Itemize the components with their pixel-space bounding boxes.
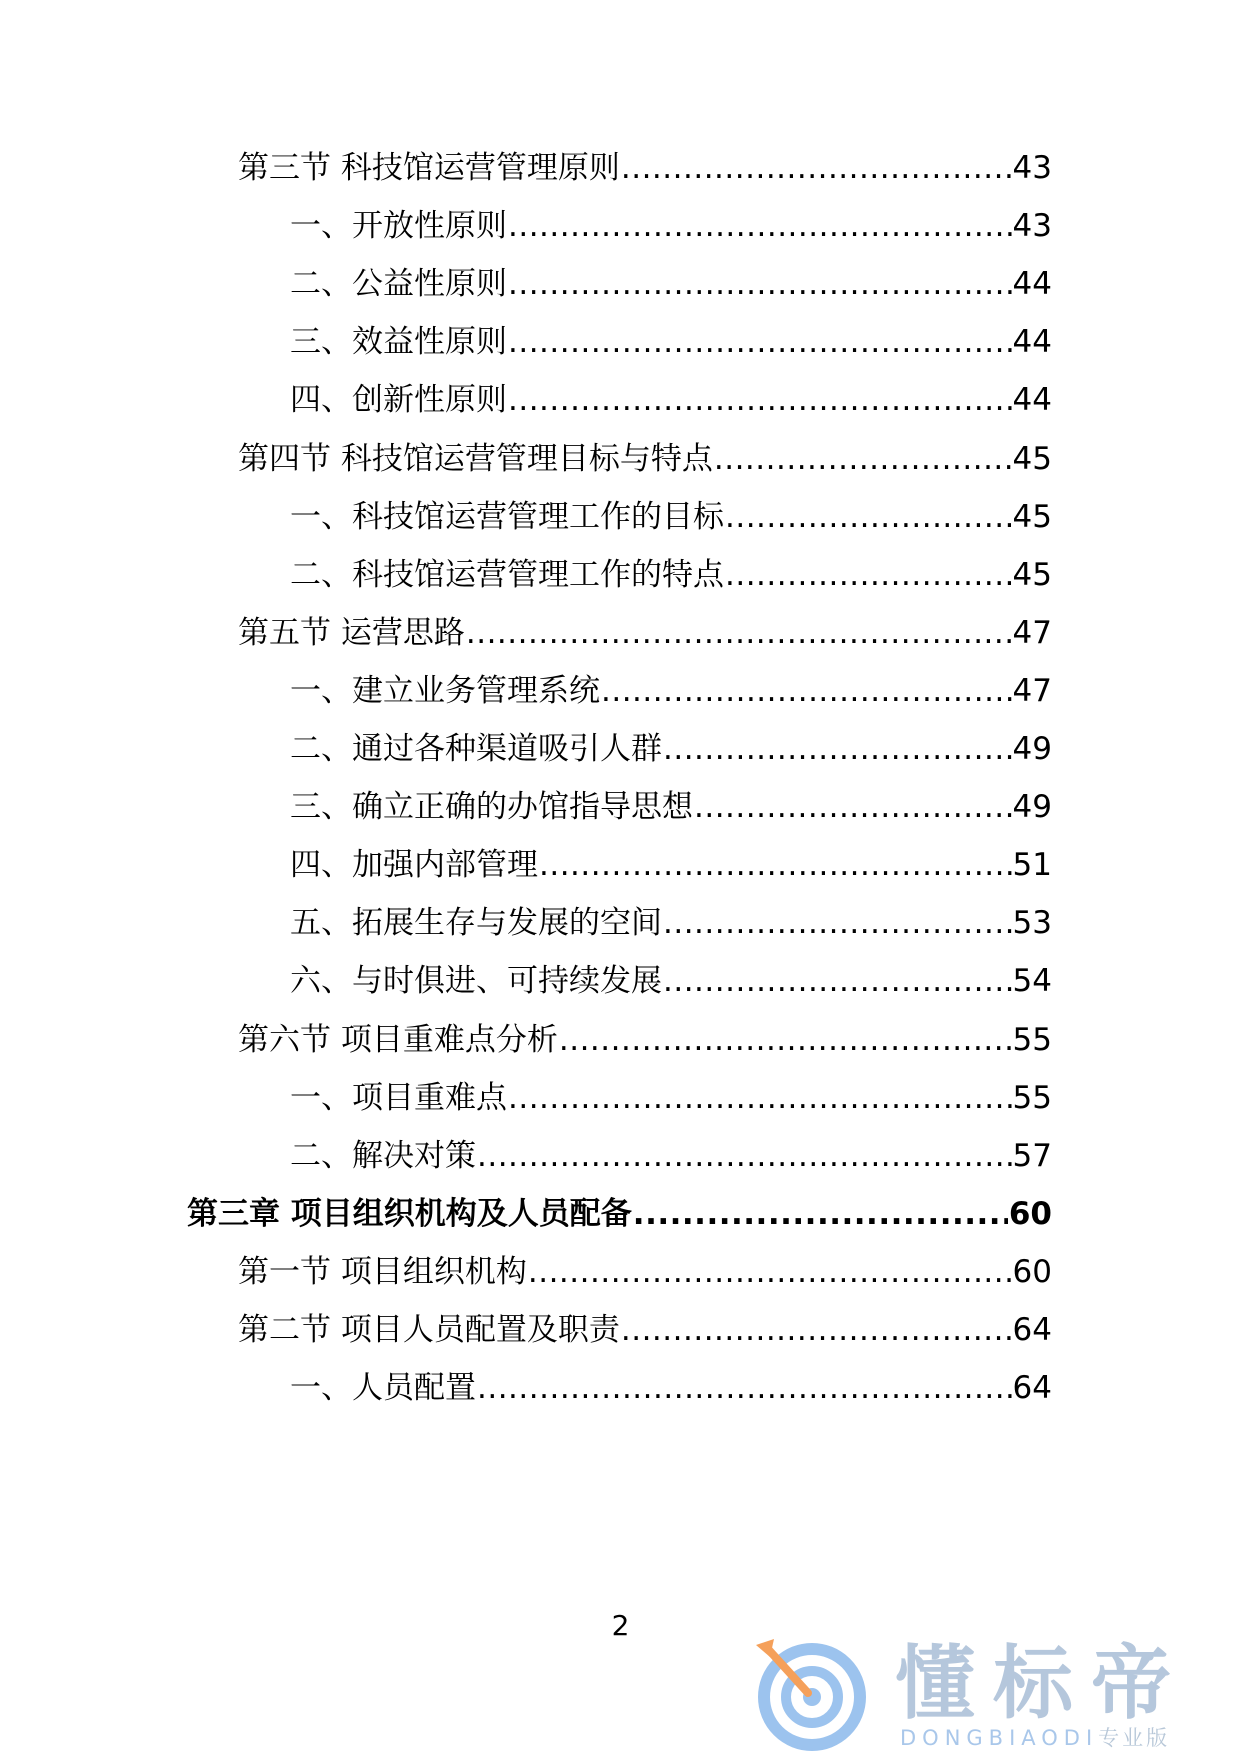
toc-entry-page: 64	[1012, 1312, 1052, 1348]
toc-leader-dots	[508, 317, 1012, 367]
toc-subsection-entry[interactable]	[290, 201, 1052, 251]
toc-leader-dots	[694, 782, 1012, 832]
toc-subsection-entry[interactable]	[290, 898, 1052, 948]
toc-subsection-entry[interactable]	[290, 1131, 1052, 1181]
toc-leader-dots	[663, 956, 1012, 1006]
toc-entry-label: 三、确立正确的办馆指导思想	[290, 789, 693, 826]
toc-entry-label: 第三节 科技馆运营管理原则	[238, 150, 620, 186]
toc-entry-label: 四、加强内部管理	[290, 847, 538, 884]
toc-leader-dots	[633, 1189, 1008, 1239]
toc-subsection-entry[interactable]	[290, 1363, 1052, 1413]
toc-entry-label: 一、项目重难点	[290, 1079, 507, 1116]
toc-entry-page: 47	[1012, 672, 1052, 709]
toc-entry-page: 44	[1012, 266, 1052, 303]
toc-subsection-entry[interactable]	[290, 840, 1052, 890]
toc-entry-page: 57	[1012, 1137, 1052, 1174]
toc-leader-dots	[508, 201, 1012, 251]
toc-leader-dots	[601, 666, 1012, 716]
toc-entry-label: 二、公益性原则	[290, 266, 507, 303]
toc-entry-page: 43	[1012, 150, 1052, 186]
toc-leader-dots	[621, 1305, 1012, 1355]
toc-subsection-entry[interactable]	[290, 666, 1052, 716]
toc-leader-dots	[714, 434, 1012, 484]
toc-section-entry[interactable]	[238, 1247, 1052, 1297]
toc-entry-page: 53	[1012, 905, 1052, 942]
toc-entry-label: 第一节 项目组织机构	[238, 1253, 527, 1290]
toc-entry-page: 51	[1012, 847, 1052, 884]
toc-subsection-entry[interactable]	[290, 1073, 1052, 1123]
watermark-subtitle	[900, 1725, 1170, 1751]
toc-entry-label: 二、解决对策	[290, 1137, 476, 1174]
toc-entry-label: 一、科技馆运营管理工作的目标	[290, 498, 724, 535]
target-logo-icon	[750, 1635, 870, 1754]
toc-entry-label: 四、创新性原则	[290, 382, 507, 419]
toc-subsection-entry[interactable]	[290, 259, 1052, 309]
toc-entry-label: 第三章 项目组织机构及人员配备	[187, 1195, 632, 1232]
toc-entry-page: 49	[1012, 789, 1052, 826]
toc-entry-label: 第二节 项目人员配置及职责	[238, 1312, 620, 1348]
toc-leader-dots	[559, 1015, 1012, 1065]
toc-leader-dots	[539, 840, 1012, 890]
toc-leader-dots	[466, 608, 1012, 658]
toc-subsection-entry[interactable]	[290, 317, 1052, 367]
toc-entry-page: 45	[1012, 440, 1052, 477]
toc-entry-page: 45	[1012, 556, 1052, 593]
watermark-edition: 专业版	[1098, 1726, 1171, 1750]
toc-entry-page: 49	[1012, 731, 1052, 767]
toc-section-entry[interactable]	[238, 434, 1052, 484]
watermark	[740, 1635, 1240, 1754]
toc-entry-label: 二、通过各种渠道吸引人群	[290, 731, 662, 767]
toc-entry-label: 第四节 科技馆运营管理目标与特点	[238, 440, 713, 477]
toc-entry-page: 60	[1008, 1195, 1052, 1232]
toc-section-entry[interactable]	[238, 1015, 1052, 1065]
toc-leader-dots	[508, 259, 1012, 309]
toc-leader-dots	[508, 1073, 1012, 1123]
toc-entry-page: 44	[1012, 324, 1052, 361]
toc-entry-label: 五、拓展生存与发展的空间	[290, 905, 662, 942]
toc-leader-dots	[621, 143, 1012, 193]
toc-leader-dots	[725, 550, 1012, 600]
toc-entry-page: 55	[1012, 1079, 1052, 1116]
toc-leader-dots	[663, 724, 1012, 774]
toc-entry-page: 60	[1012, 1253, 1052, 1290]
toc-entry-page: 47	[1012, 614, 1052, 651]
toc-subsection-entry[interactable]	[290, 550, 1052, 600]
toc-subsection-entry[interactable]	[290, 492, 1052, 542]
watermark-latin: DONGBIAODI	[900, 1726, 1099, 1750]
toc-entry-page: 43	[1012, 208, 1052, 245]
toc-entry-page: 55	[1012, 1021, 1052, 1058]
toc-entry-label: 三、效益性原则	[290, 324, 507, 361]
toc-leader-dots	[477, 1363, 1012, 1413]
toc-leader-dots	[725, 492, 1012, 542]
watermark-name: 懂标帝	[895, 1637, 1189, 1730]
toc-subsection-entry[interactable]	[290, 782, 1052, 832]
toc-subsection-entry[interactable]	[290, 956, 1052, 1006]
toc-entry-label: 一、开放性原则	[290, 208, 507, 245]
toc-leader-dots	[528, 1247, 1012, 1297]
toc-entry-page: 45	[1012, 498, 1052, 535]
toc-entry-page: 54	[1012, 963, 1052, 1000]
toc-section-entry[interactable]	[238, 143, 1052, 193]
toc-subsection-entry[interactable]	[290, 724, 1052, 774]
page-number: 2	[611, 1609, 630, 1642]
toc-section-entry[interactable]	[238, 1305, 1052, 1355]
toc-leader-dots	[477, 1131, 1012, 1181]
toc-chapter-entry[interactable]	[187, 1189, 1052, 1239]
toc-section-entry[interactable]	[238, 608, 1052, 658]
toc-entry-label: 第五节 运营思路	[238, 614, 465, 651]
toc-entry-page: 44	[1012, 382, 1052, 419]
toc-entry-label: 六、与时俱进、可持续发展	[290, 963, 662, 1000]
toc-entry-label: 第六节 项目重难点分析	[238, 1021, 558, 1058]
toc-subsection-entry[interactable]	[290, 375, 1052, 425]
toc-entry-page: 64	[1012, 1370, 1052, 1407]
toc-entry-label: 二、科技馆运营管理工作的特点	[290, 556, 724, 593]
toc-leader-dots	[663, 898, 1012, 948]
toc-entry-label: 一、人员配置	[290, 1370, 476, 1407]
toc-entry-label: 一、建立业务管理系统	[290, 672, 600, 709]
toc-leader-dots	[508, 375, 1012, 425]
